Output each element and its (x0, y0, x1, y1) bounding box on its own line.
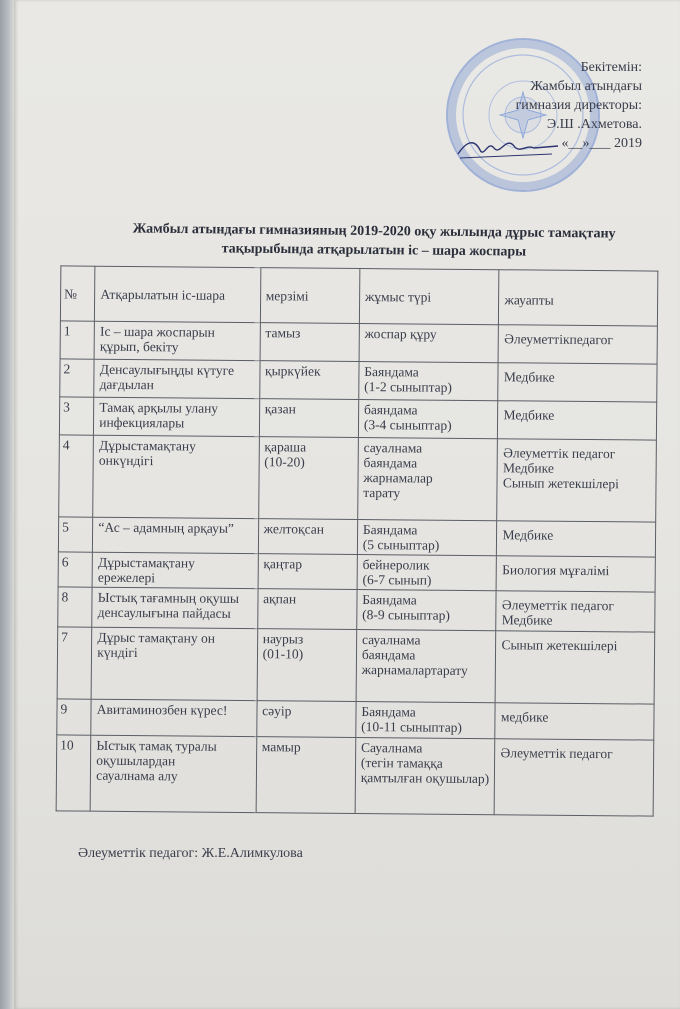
row-event: Дұрыстамақтану ережелері (92, 552, 258, 588)
document-page (14, 0, 680, 1009)
header-date: мерзімі (260, 268, 360, 324)
row-num: 4 (59, 435, 94, 517)
row-responsible: Медбике (497, 521, 656, 557)
table-row (59, 435, 657, 522)
table-row (58, 517, 655, 557)
approval-line-2: Жамбыл атындағы (530, 79, 642, 94)
handwritten-signature (454, 128, 564, 173)
approval-line-1: Бекітемін: (580, 60, 642, 75)
header-num: № (60, 266, 95, 321)
table-row (57, 627, 655, 704)
row-type: Баяндама (1-2 сыныптар) (359, 362, 499, 401)
row-responsible: Медбике (498, 401, 657, 440)
row-num: 6 (58, 552, 93, 587)
row-type: сауалнама баяндама жарнамалартарату (356, 629, 496, 702)
table-row (57, 699, 654, 740)
title-line-1: Жамбыл атындағы гимназияның 2019-2020 оқу жылында дұрыс тамақтану (132, 221, 616, 242)
row-num: 3 (59, 397, 94, 435)
approval-line-4: Э.Ш .Ахметова. (546, 117, 642, 132)
row-num: 1 (60, 321, 95, 359)
row-date: ақпан (257, 589, 357, 630)
approval-line-5: «__»___ 2019 (561, 136, 642, 151)
row-date: қараша (10-20) (258, 437, 358, 520)
row-responsible: Әлеуметтікпедагог (498, 325, 657, 364)
row-date: сәуір (256, 701, 356, 738)
row-date: қыркүйек (259, 361, 359, 400)
title-line-2: тақырыбында атқарылатын іс – шара жоспары (221, 241, 527, 260)
row-type: Баяндама (8-9 сыныптар) (357, 590, 497, 631)
table-row (59, 397, 656, 440)
row-event: Дұрыстамақтану онкүндігі (93, 435, 259, 518)
row-event: “Ас – адамның арқауы” (93, 517, 259, 553)
row-date: тамыз (260, 323, 360, 362)
row-responsible: Әлеуметтік педагог (495, 739, 654, 816)
row-event: Ыстық тағамның оқушы денсаулығына пайдасы (92, 587, 258, 628)
row-responsible: Медбике (498, 363, 657, 402)
row-event: Дұрыс тамақтану он күндігі (91, 627, 257, 700)
table-header-row (60, 266, 657, 326)
row-type: бейнеролик (6-7 сынып) (357, 555, 497, 591)
table-row (60, 321, 657, 364)
header-event: Атқарылатын іс-шара (95, 266, 261, 322)
row-date: наурыз (01-10) (257, 629, 357, 702)
row-type: сауалнама баяндама жарнамалар тарату (358, 438, 498, 521)
row-type: жоспар құру (359, 324, 499, 363)
header-type: жұмыс түрі (359, 269, 499, 325)
row-type: Баяндама (5 сыныптар) (357, 520, 497, 556)
document-title (74, 219, 674, 263)
footer-signature-line: Әлеуметтік педагог: Ж.Е.Алимкулова (78, 846, 303, 861)
row-event: Ыстық тамақ туралы оқушылардан сауалнама алу (90, 735, 256, 812)
row-num: 2 (60, 359, 95, 397)
row-responsible: Сынып жетекшілері (496, 631, 655, 704)
table-row (56, 735, 654, 816)
row-event: Авитаминозбен күрес! (91, 699, 257, 736)
row-responsible: Әлеуметтік педагог Медбике (496, 591, 655, 632)
row-responsible: Биология мұғалімі (496, 556, 655, 592)
table-row (58, 552, 655, 592)
row-event: Іс – шара жоспарын құрып, бекіту (94, 321, 260, 360)
row-type: баяндама (3-4 сыныптар) (358, 400, 498, 439)
row-date: қазан (259, 399, 359, 438)
approval-line-3: гимназия директоры: (515, 98, 642, 113)
row-type: Баяндама (10-11 сыныптар) (356, 701, 496, 738)
row-type: Сауалнама (тегін тамаққа қамтылған оқушылар) (355, 737, 495, 814)
row-responsible: Әлеуметтік педагог Медбике Сынып жетекшілері (497, 439, 656, 522)
table-row (60, 359, 657, 402)
table-body (56, 321, 657, 816)
row-date: желтоқсан (258, 519, 358, 555)
row-date: мамыр (256, 737, 356, 814)
row-num: 5 (58, 517, 93, 552)
plan-table (56, 265, 659, 816)
row-responsible: медбике (495, 703, 654, 740)
row-event: Тамақ арқылы улану инфекциялары (94, 397, 260, 436)
row-num: 7 (57, 627, 92, 699)
header-responsible: жауапты (499, 270, 658, 326)
row-event: Денсаулығыңды күтуге дағдылан (94, 359, 260, 398)
row-num: 10 (56, 735, 91, 811)
row-num: 9 (57, 699, 92, 735)
table-row (58, 587, 655, 632)
row-num: 8 (58, 587, 93, 627)
row-date: қаңтар (258, 554, 358, 590)
